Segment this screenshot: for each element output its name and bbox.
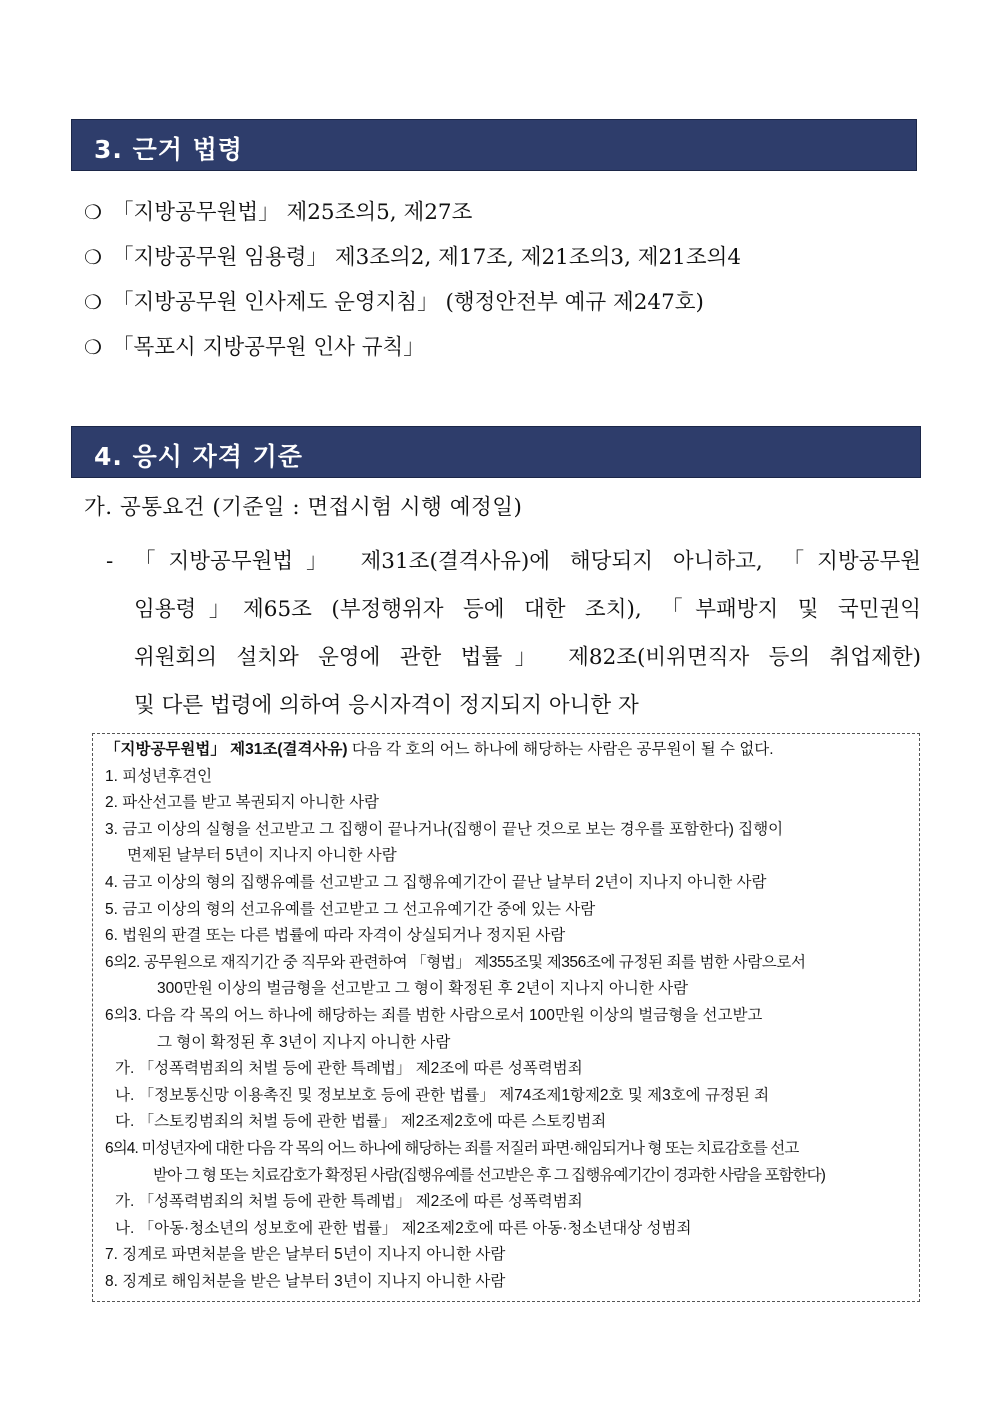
quote-line: 다. 「스토킹범죄의 처벌 등에 관한 법률」 제2조제2호에 따른 스토킹범죄 — [115, 1113, 607, 1131]
quote-line: 2. 파산선고를 받고 복권되지 아니한 사람 — [105, 794, 380, 812]
body-line: 임용령」제65조 (부정행위자 등에 대한 조치), 「부패방지 및 국민권익 — [134, 597, 921, 622]
circle-bullet-icon: ❍ — [84, 245, 102, 269]
section-title: 3. 근거 법령 — [94, 135, 243, 164]
quote-line: 5. 금고 이상의 형의 선고유예를 선고받고 그 선고유예기간 중에 있는 사람 — [105, 900, 596, 918]
quote-line: 3. 금고 이상의 실형을 선고받고 그 집행이 끝나거나(집행이 끝난 것으로 보는 경우를 포함한다) 집행이 — [105, 820, 784, 838]
section-header-qualification — [71, 426, 921, 478]
law-quote-box — [92, 733, 920, 1302]
law-item: ❍ 「지방공무원 인사제도 운영지침」 (행정안전부 예규 제247호) — [84, 282, 924, 327]
section-header-legal-basis — [71, 119, 917, 171]
quote-line: 8. 징계로 해임처분을 받은 날부터 3년이 지나지 아니한 사람 — [105, 1272, 506, 1290]
quote-line: 나. 「정보통신망 이용촉진 및 정보보호 등에 관한 법률」 제74조제1항제2호 및 제3호에 규정된 죄 — [115, 1086, 770, 1104]
qualification-subtitle: 가. 공통요건 (기준일 : 면접시험 시행 예정일) — [84, 495, 523, 520]
quote-line: 1. 피성년후견인 — [105, 767, 213, 785]
circle-bullet-icon: ❍ — [84, 290, 102, 314]
quote-line: 300만원 이상의 벌금형을 선고받고 그 형이 확정된 후 2년이 지나지 아니한 사람 — [157, 980, 689, 998]
quote-line: 7. 징계로 파면처분을 받은 날부터 5년이 지나지 아니한 사람 — [105, 1246, 506, 1264]
dash-bullet: - — [106, 549, 114, 574]
body-line: - 「지방공무원법」 제31조(결격사유)에 해당되지 아니하고, 「지방공무원 — [106, 540, 921, 588]
quote-line: 4. 금고 이상의 형의 집행유예를 선고받고 그 집행유예기간이 끝난 날부터 2년이 지나지 아니한 사람 — [105, 873, 767, 891]
law-item: ❍ 「목포시 지방공무원 인사 규칙」 — [84, 327, 924, 372]
quote-line: 가. 「성폭력범죄의 처벌 등에 관한 특례법」 제2조에 따른 성폭력범죄 — [115, 1060, 583, 1078]
quote-line: 가. 「성폭력범죄의 처벌 등에 관한 특례법」 제2조에 따른 성폭력범죄 — [115, 1193, 583, 1211]
section-title: 4. 응시 자격 기준 — [94, 442, 303, 471]
body-line: 및 다른 법령에 의하여 응시자격이 정지되지 아니한 자 — [134, 693, 639, 718]
quote-heading: 「지방공무원법」 제31조(결격사유) 다음 각 호의 어느 하나에 해당하는 사람은 공무원이 될 수 없다. — [105, 741, 774, 758]
body-line: 위원회의 설치와 운영에 관한 법률」 제82조(비위면직자 등의 취업제한) — [134, 645, 921, 670]
circle-bullet-icon: ❍ — [84, 335, 102, 359]
quote-line: 그 형이 확정된 후 3년이 지나지 아니한 사람 — [157, 1033, 451, 1051]
quote-line: 면제된 날부터 5년이 지나지 아니한 사람 — [127, 847, 397, 865]
quote-line: 6의4. 미성년자에 대한 다음 각 목의 어느 하나에 해당하는 죄를 저질러 파면·해임되거나 형 또는 치료감호를 선고 — [105, 1139, 799, 1157]
legal-basis-list — [84, 192, 924, 372]
quote-line: 6의3. 다음 각 목의 어느 하나에 해당하는 죄를 범한 사람으로서 100만원 이상의 벌금형을 선고받고 — [105, 1006, 763, 1024]
circle-bullet-icon: ❍ — [84, 200, 102, 224]
quote-line: 나. 「아동·청소년의 성보호에 관한 법률」 제2조제2호에 따른 아동·청소년대상 성범죄 — [115, 1219, 692, 1237]
qualification-body — [106, 540, 921, 732]
quote-line: 6의2. 공무원으로 재직기간 중 직무와 관련하여 「형법」 제355조및 제356조에 규정된 죄를 범한 사람으로서 — [105, 953, 806, 971]
law-item: ❍ 「지방공무원 임용령」 제3조의2, 제17조, 제21조의3, 제21조의4 — [84, 237, 924, 282]
law-item: ❍ 「지방공무원법」 제25조의5, 제27조 — [84, 192, 924, 237]
quote-line: 6. 법원의 판결 또는 다른 법률에 따라 자격이 상실되거나 정지된 사람 — [105, 927, 566, 945]
quote-line: 받아 그 형 또는 치료감호가 확정된 사람(집행유예를 선고받은 후 그 집행유예기간이 경과한 사람을 포함한다) — [153, 1166, 826, 1184]
